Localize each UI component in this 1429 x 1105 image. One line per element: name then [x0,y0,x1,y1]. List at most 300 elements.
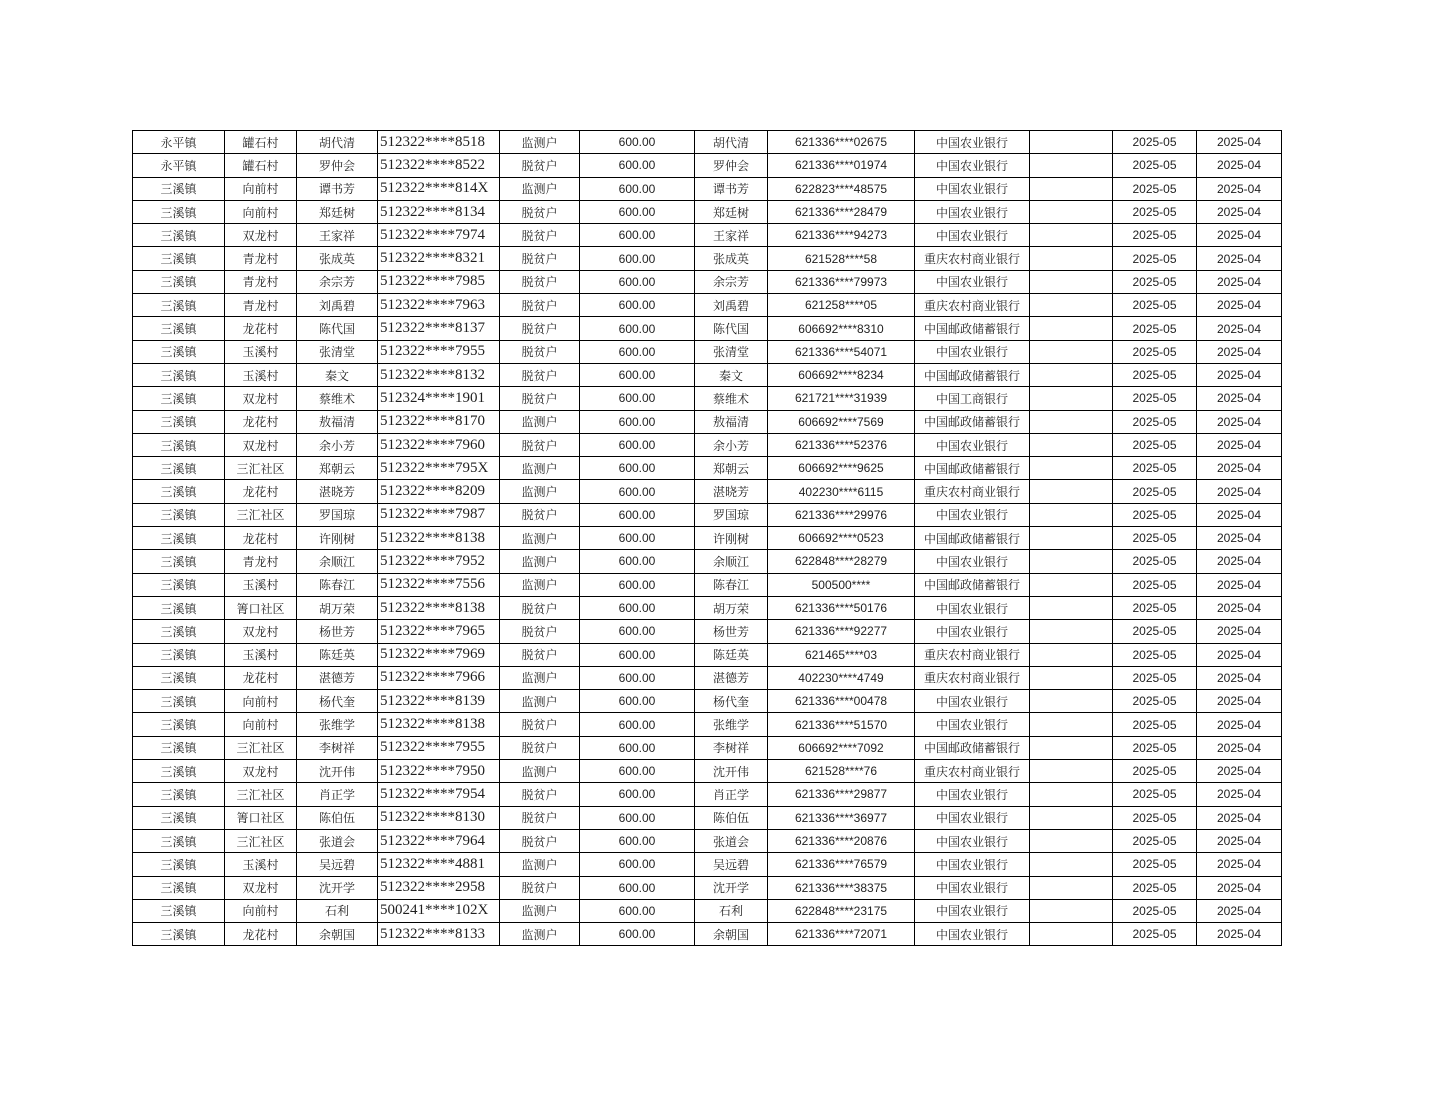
table-row [133,550,1282,573]
village-cell: 双龙村 [225,760,297,783]
month-cell: 2025-04 [1197,736,1282,759]
amount-cell: 600.00 [580,200,695,223]
category-cell: 监测户 [500,131,580,154]
bank-name-cell: 重庆农村商业银行 [915,247,1030,270]
category-cell: 脱贫户 [500,200,580,223]
town-cell: 三溪镇 [133,783,225,806]
amount-cell: 600.00 [580,410,695,433]
blank-cell [1030,224,1113,247]
month-cell: 2025-05 [1113,363,1197,386]
bank-name-cell: 中国农业银行 [915,829,1030,852]
month-cell: 2025-05 [1113,713,1197,736]
town-cell: 三溪镇 [133,480,225,503]
payee-name-cell: 沈开伟 [695,760,768,783]
table-row [133,690,1282,713]
bank-name-cell: 中国农业银行 [915,177,1030,200]
month-cell: 2025-04 [1197,853,1282,876]
town-cell: 三溪镇 [133,294,225,317]
village-cell: 双龙村 [225,387,297,410]
town-cell: 三溪镇 [133,387,225,410]
person-name-cell: 吴远碧 [297,853,378,876]
town-cell: 三溪镇 [133,200,225,223]
table-row [133,713,1282,736]
village-cell: 玉溪村 [225,340,297,363]
id-number-cell: 512322****7987 [378,503,500,526]
village-cell: 龙花村 [225,527,297,550]
blank-cell [1030,131,1113,154]
person-name-cell: 秦文 [297,363,378,386]
table-row [133,503,1282,526]
payee-name-cell: 张成英 [695,247,768,270]
payee-name-cell: 张清堂 [695,340,768,363]
table-row [133,247,1282,270]
table-row [133,666,1282,689]
blank-cell [1030,247,1113,270]
payee-name-cell: 杨世芳 [695,620,768,643]
bank-name-cell: 中国农业银行 [915,620,1030,643]
village-cell: 罐石村 [225,131,297,154]
village-cell: 双龙村 [225,433,297,456]
blank-cell [1030,340,1113,363]
person-name-cell: 沈开伟 [297,760,378,783]
payee-name-cell: 敖福清 [695,410,768,433]
village-cell: 三汇社区 [225,457,297,480]
amount-cell: 600.00 [580,899,695,922]
bank-account-cell: 621336****54071 [768,340,915,363]
amount-cell: 600.00 [580,457,695,480]
bank-account-cell: 621336****79973 [768,270,915,293]
amount-cell: 600.00 [580,550,695,573]
month-cell: 2025-05 [1113,387,1197,410]
month-cell: 2025-04 [1197,363,1282,386]
bank-account-cell: 621336****20876 [768,829,915,852]
month-cell: 2025-04 [1197,713,1282,736]
month-cell: 2025-05 [1113,666,1197,689]
payee-name-cell: 谭书芳 [695,177,768,200]
month-cell: 2025-04 [1197,131,1282,154]
bank-name-cell: 中国邮政储蓄银行 [915,457,1030,480]
id-number-cell: 512322****7955 [378,736,500,759]
bank-account-cell: 402230****4749 [768,666,915,689]
month-cell: 2025-04 [1197,783,1282,806]
category-cell: 脱贫户 [500,224,580,247]
payee-name-cell: 王家祥 [695,224,768,247]
blank-cell [1030,410,1113,433]
payment-table [132,130,1282,946]
payee-name-cell: 沈开学 [695,876,768,899]
id-number-cell: 512322****8321 [378,247,500,270]
bank-account-cell: 622848****28279 [768,550,915,573]
village-cell: 三汇社区 [225,736,297,759]
town-cell: 三溪镇 [133,550,225,573]
bank-account-cell: 621465****03 [768,643,915,666]
town-cell: 三溪镇 [133,270,225,293]
bank-name-cell: 中国农业银行 [915,131,1030,154]
bank-account-cell: 621336****50176 [768,596,915,619]
table-row [133,620,1282,643]
town-cell: 三溪镇 [133,829,225,852]
month-cell: 2025-04 [1197,433,1282,456]
town-cell: 三溪镇 [133,760,225,783]
village-cell: 双龙村 [225,876,297,899]
category-cell: 监测户 [500,527,580,550]
blank-cell [1030,177,1113,200]
bank-name-cell: 中国农业银行 [915,433,1030,456]
person-name-cell: 李树祥 [297,736,378,759]
table-row [133,154,1282,177]
payee-name-cell: 郑廷树 [695,200,768,223]
bank-account-cell: 621336****00478 [768,690,915,713]
month-cell: 2025-05 [1113,853,1197,876]
village-cell: 双龙村 [225,620,297,643]
table-row [133,923,1282,946]
blank-cell [1030,783,1113,806]
id-number-cell: 512322****7966 [378,666,500,689]
table-row [133,410,1282,433]
bank-name-cell: 重庆农村商业银行 [915,480,1030,503]
month-cell: 2025-05 [1113,410,1197,433]
bank-account-cell: 621528****76 [768,760,915,783]
bank-account-cell: 606692****8310 [768,317,915,340]
id-number-cell: 512322****7974 [378,224,500,247]
table-row [133,387,1282,410]
table-row [133,480,1282,503]
amount-cell: 600.00 [580,503,695,526]
category-cell: 脱贫户 [500,806,580,829]
id-number-cell: 512322****8137 [378,317,500,340]
village-cell: 玉溪村 [225,573,297,596]
payee-name-cell: 秦文 [695,363,768,386]
category-cell: 脱贫户 [500,247,580,270]
id-number-cell: 512322****7954 [378,783,500,806]
month-cell: 2025-05 [1113,433,1197,456]
month-cell: 2025-04 [1197,294,1282,317]
bank-name-cell: 重庆农村商业银行 [915,666,1030,689]
town-cell: 永平镇 [133,154,225,177]
village-cell: 青龙村 [225,294,297,317]
blank-cell [1030,713,1113,736]
bank-account-cell: 621336****02675 [768,131,915,154]
person-name-cell: 胡代清 [297,131,378,154]
table-row [133,596,1282,619]
amount-cell: 600.00 [580,131,695,154]
month-cell: 2025-05 [1113,270,1197,293]
village-cell: 箐口社区 [225,806,297,829]
table-row [133,200,1282,223]
village-cell: 龙花村 [225,410,297,433]
amount-cell: 600.00 [580,247,695,270]
payee-name-cell: 余顺江 [695,550,768,573]
amount-cell: 600.00 [580,596,695,619]
blank-cell [1030,690,1113,713]
id-number-cell: 512322****8209 [378,480,500,503]
category-cell: 脱贫户 [500,294,580,317]
month-cell: 2025-05 [1113,294,1197,317]
person-name-cell: 张成英 [297,247,378,270]
id-number-cell: 512322****795X [378,457,500,480]
table-row [133,783,1282,806]
category-cell: 监测户 [500,853,580,876]
person-name-cell: 罗仲会 [297,154,378,177]
payee-name-cell: 李树祥 [695,736,768,759]
person-name-cell: 陈伯伍 [297,806,378,829]
person-name-cell: 石利 [297,899,378,922]
village-cell: 青龙村 [225,550,297,573]
town-cell: 三溪镇 [133,433,225,456]
amount-cell: 600.00 [580,643,695,666]
bank-name-cell: 中国农业银行 [915,340,1030,363]
category-cell: 监测户 [500,480,580,503]
id-number-cell: 512322****7955 [378,340,500,363]
month-cell: 2025-05 [1113,503,1197,526]
table-row [133,457,1282,480]
bank-account-cell: 500500**** [768,573,915,596]
table-row [133,131,1282,154]
month-cell: 2025-04 [1197,620,1282,643]
amount-cell: 600.00 [580,224,695,247]
bank-account-cell: 621336****92277 [768,620,915,643]
bank-account-cell: 606692****0523 [768,527,915,550]
month-cell: 2025-05 [1113,806,1197,829]
month-cell: 2025-05 [1113,690,1197,713]
id-number-cell: 512322****8139 [378,690,500,713]
bank-name-cell: 中国农业银行 [915,806,1030,829]
bank-name-cell: 中国农业银行 [915,853,1030,876]
category-cell: 脱贫户 [500,270,580,293]
id-number-cell: 512322****4881 [378,853,500,876]
village-cell: 向前村 [225,200,297,223]
blank-cell [1030,876,1113,899]
bank-account-cell: 621336****76579 [768,853,915,876]
bank-name-cell: 中国邮政储蓄银行 [915,363,1030,386]
bank-account-cell: 621336****29976 [768,503,915,526]
month-cell: 2025-05 [1113,480,1197,503]
person-name-cell: 陈春江 [297,573,378,596]
town-cell: 三溪镇 [133,224,225,247]
table-row [133,573,1282,596]
blank-cell [1030,503,1113,526]
id-number-cell: 512322****8518 [378,131,500,154]
bank-name-cell: 中国邮政储蓄银行 [915,410,1030,433]
month-cell: 2025-04 [1197,480,1282,503]
village-cell: 青龙村 [225,270,297,293]
table-body [133,131,1282,946]
amount-cell: 600.00 [580,829,695,852]
category-cell: 监测户 [500,923,580,946]
category-cell: 监测户 [500,457,580,480]
amount-cell: 600.00 [580,620,695,643]
id-number-cell: 512322****814X [378,177,500,200]
bank-name-cell: 中国农业银行 [915,503,1030,526]
month-cell: 2025-04 [1197,340,1282,363]
table-row [133,806,1282,829]
person-name-cell: 刘禹碧 [297,294,378,317]
month-cell: 2025-05 [1113,760,1197,783]
month-cell: 2025-05 [1113,550,1197,573]
month-cell: 2025-04 [1197,503,1282,526]
month-cell: 2025-05 [1113,200,1197,223]
table-row [133,363,1282,386]
amount-cell: 600.00 [580,177,695,200]
table-row [133,317,1282,340]
table-row [133,433,1282,456]
amount-cell: 600.00 [580,154,695,177]
amount-cell: 600.00 [580,340,695,363]
bank-account-cell: 621528****58 [768,247,915,270]
category-cell: 监测户 [500,177,580,200]
category-cell: 脱贫户 [500,317,580,340]
payee-name-cell: 余宗芳 [695,270,768,293]
town-cell: 三溪镇 [133,247,225,270]
village-cell: 玉溪村 [225,363,297,386]
bank-name-cell: 中国工商银行 [915,387,1030,410]
table-row [133,853,1282,876]
village-cell: 青龙村 [225,247,297,270]
payee-name-cell: 杨代奎 [695,690,768,713]
month-cell: 2025-05 [1113,643,1197,666]
amount-cell: 600.00 [580,270,695,293]
payee-name-cell: 余朝国 [695,923,768,946]
amount-cell: 600.00 [580,760,695,783]
bank-account-cell: 606692****9625 [768,457,915,480]
id-number-cell: 512322****8134 [378,200,500,223]
amount-cell: 600.00 [580,363,695,386]
person-name-cell: 张维学 [297,713,378,736]
bank-name-cell: 中国邮政储蓄银行 [915,573,1030,596]
table-row [133,876,1282,899]
payee-name-cell: 罗仲会 [695,154,768,177]
bank-account-cell: 621336****29877 [768,783,915,806]
id-number-cell: 512322****8132 [378,363,500,386]
month-cell: 2025-04 [1197,457,1282,480]
id-number-cell: 512322****8138 [378,713,500,736]
category-cell: 脱贫户 [500,596,580,619]
id-number-cell: 512322****7963 [378,294,500,317]
person-name-cell: 敖福清 [297,410,378,433]
person-name-cell: 杨世芳 [297,620,378,643]
village-cell: 箐口社区 [225,596,297,619]
blank-cell [1030,154,1113,177]
month-cell: 2025-05 [1113,620,1197,643]
payee-name-cell: 陈廷英 [695,643,768,666]
month-cell: 2025-04 [1197,177,1282,200]
category-cell: 监测户 [500,410,580,433]
bank-name-cell: 中国农业银行 [915,154,1030,177]
payee-name-cell: 余小芳 [695,433,768,456]
town-cell: 三溪镇 [133,457,225,480]
person-name-cell: 王家祥 [297,224,378,247]
blank-cell [1030,317,1113,340]
village-cell: 三汇社区 [225,783,297,806]
id-number-cell: 512322****8138 [378,527,500,550]
id-number-cell: 512324****1901 [378,387,500,410]
bank-account-cell: 622823****48575 [768,177,915,200]
table-row [133,643,1282,666]
month-cell: 2025-04 [1197,573,1282,596]
village-cell: 向前村 [225,690,297,713]
category-cell: 脱贫户 [500,503,580,526]
town-cell: 三溪镇 [133,806,225,829]
amount-cell: 600.00 [580,666,695,689]
table-row [133,829,1282,852]
category-cell: 脱贫户 [500,340,580,363]
month-cell: 2025-04 [1197,270,1282,293]
bank-account-cell: 621258****05 [768,294,915,317]
person-name-cell: 余朝国 [297,923,378,946]
blank-cell [1030,829,1113,852]
bank-account-cell: 622848****23175 [768,899,915,922]
bank-name-cell: 中国农业银行 [915,923,1030,946]
person-name-cell: 陈廷英 [297,643,378,666]
village-cell: 三汇社区 [225,829,297,852]
payee-name-cell: 张维学 [695,713,768,736]
town-cell: 三溪镇 [133,503,225,526]
payee-name-cell: 罗国琼 [695,503,768,526]
amount-cell: 600.00 [580,923,695,946]
bank-name-cell: 中国农业银行 [915,596,1030,619]
amount-cell: 600.00 [580,783,695,806]
table-row [133,340,1282,363]
category-cell: 监测户 [500,899,580,922]
payee-name-cell: 湛晓芳 [695,480,768,503]
id-number-cell: 512322****7556 [378,573,500,596]
bank-name-cell: 中国农业银行 [915,713,1030,736]
id-number-cell: 512322****8170 [378,410,500,433]
category-cell: 监测户 [500,573,580,596]
month-cell: 2025-05 [1113,829,1197,852]
blank-cell [1030,480,1113,503]
town-cell: 三溪镇 [133,177,225,200]
amount-cell: 600.00 [580,806,695,829]
bank-name-cell: 重庆农村商业银行 [915,643,1030,666]
bank-name-cell: 中国农业银行 [915,690,1030,713]
id-number-cell: 512322****7952 [378,550,500,573]
blank-cell [1030,200,1113,223]
month-cell: 2025-05 [1113,247,1197,270]
bank-account-cell: 621336****51570 [768,713,915,736]
payee-name-cell: 陈春江 [695,573,768,596]
month-cell: 2025-04 [1197,829,1282,852]
category-cell: 监测户 [500,666,580,689]
town-cell: 三溪镇 [133,713,225,736]
month-cell: 2025-04 [1197,550,1282,573]
bank-account-cell: 621336****52376 [768,433,915,456]
month-cell: 2025-05 [1113,131,1197,154]
category-cell: 脱贫户 [500,643,580,666]
person-name-cell: 许刚树 [297,527,378,550]
bank-name-cell: 中国农业银行 [915,224,1030,247]
payee-name-cell: 郑朝云 [695,457,768,480]
bank-account-cell: 402230****6115 [768,480,915,503]
town-cell: 三溪镇 [133,899,225,922]
person-name-cell: 余顺江 [297,550,378,573]
amount-cell: 600.00 [580,480,695,503]
payee-name-cell: 陈伯伍 [695,806,768,829]
bank-name-cell: 中国邮政储蓄银行 [915,736,1030,759]
month-cell: 2025-05 [1113,736,1197,759]
payee-name-cell: 陈代国 [695,317,768,340]
category-cell: 脱贫户 [500,736,580,759]
bank-name-cell: 中国农业银行 [915,550,1030,573]
id-number-cell: 512322****7969 [378,643,500,666]
month-cell: 2025-04 [1197,666,1282,689]
month-cell: 2025-05 [1113,224,1197,247]
town-cell: 三溪镇 [133,596,225,619]
table-row [133,177,1282,200]
bank-name-cell: 中国农业银行 [915,876,1030,899]
bank-name-cell: 中国农业银行 [915,783,1030,806]
month-cell: 2025-04 [1197,760,1282,783]
